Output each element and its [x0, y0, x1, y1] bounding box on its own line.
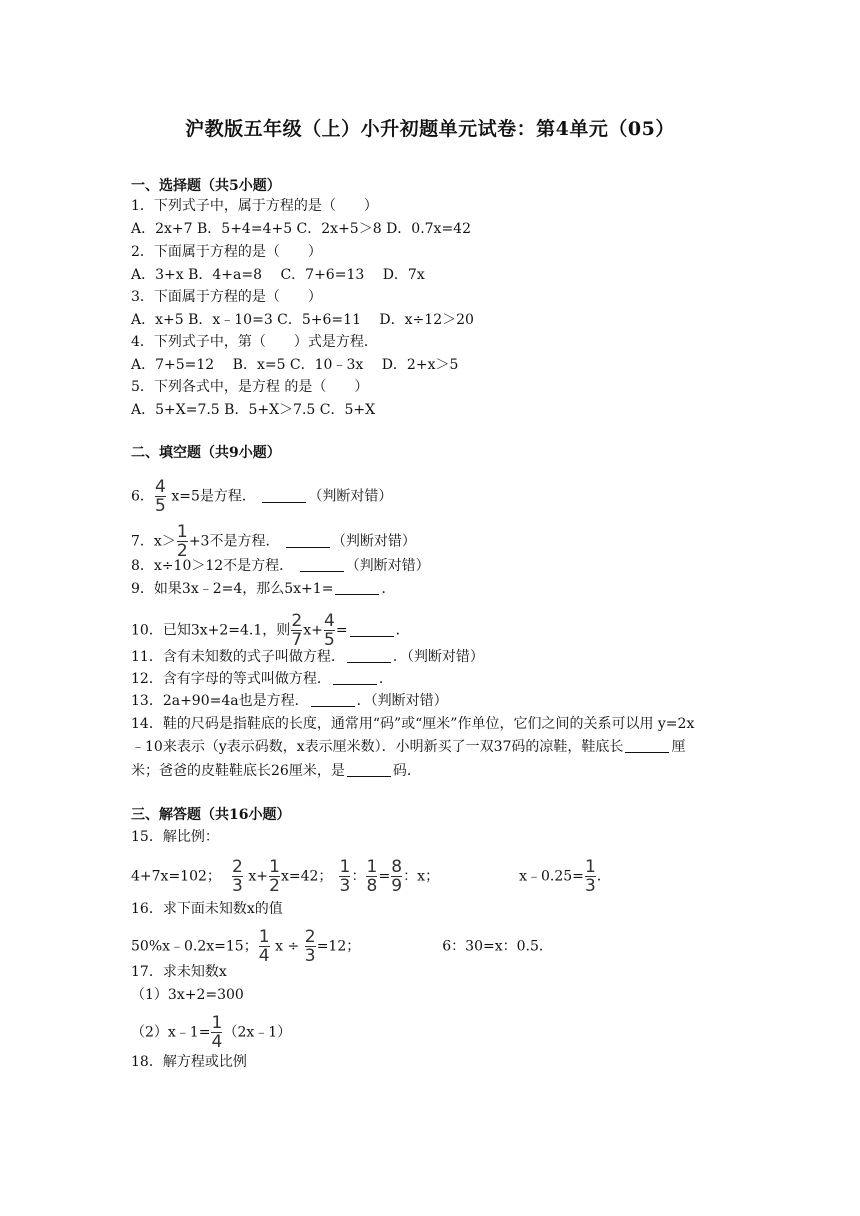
fraction-1-3: $\frac{1}{3}$	[339, 857, 351, 896]
question-11-hint: ．（判断对错）	[392, 649, 484, 665]
equation-text: （2x﹣1）	[223, 1024, 292, 1041]
question-17: 17．求未知数x	[131, 964, 227, 980]
question-7-number: 7．x＞	[131, 533, 176, 550]
fraction-1-3: $\frac{1}{3}$	[584, 857, 596, 896]
equation-text: =	[378, 868, 391, 885]
answer-blank[interactable]	[311, 692, 355, 707]
question-11-text: 11．含有未知数的式子叫做方程．	[131, 649, 345, 665]
fraction-4-5: $\frac{4}{5}$	[155, 477, 166, 516]
question-7-hint: （判断对错）	[331, 533, 416, 550]
question-17-part-2	[131, 1014, 291, 1051]
question-8-text: 8．x÷10＞12不是方程．	[131, 558, 294, 574]
question-12	[131, 669, 393, 689]
question-13-hint: ．（判断对错）	[356, 693, 448, 709]
question-5: 5．下列各式中，是方程 的是（ ）	[131, 379, 369, 395]
question-16-equations	[131, 928, 553, 965]
question-7-text: +3不是方程．	[188, 533, 280, 550]
question-10	[131, 612, 410, 649]
question-15: 15．解比例：	[131, 829, 219, 845]
fraction-4-5: $\frac{4}{5}$	[323, 611, 335, 650]
question-12-text: 12．含有字母的等式叫做方程．	[131, 671, 331, 687]
answer-blank[interactable]	[347, 648, 391, 663]
question-8-hint: （判断对错）	[345, 558, 430, 574]
equation-text: =12；	[316, 938, 361, 955]
fraction-1-8: $\frac{1}{8}$	[366, 857, 378, 896]
fraction-1-2: $\frac{1}{2}$	[269, 857, 280, 896]
question-3-options: A．x+5 B．x﹣10=3 C．5+6=11 D．x÷12＞20	[131, 312, 474, 328]
equation-text: 50%x﹣0.2x=15；	[131, 938, 258, 955]
fraction-1-4: $\frac{1}{4}$	[258, 927, 270, 966]
question-2: 2．下面属于方程的是（ ）	[131, 244, 322, 260]
equation-text: 4+7x=102；	[131, 868, 221, 885]
question-13-text: 13．2a+90=4a也是方程．	[131, 693, 309, 709]
question-6-text: x=5是方程．	[166, 488, 256, 505]
question-9	[131, 579, 395, 599]
question-10-x: x+	[303, 622, 323, 639]
fraction-1-2: $\frac{1}{2}$	[176, 522, 188, 561]
fraction-2-7: $\frac{2}{7}$	[291, 611, 303, 650]
answer-blank[interactable]	[335, 580, 379, 595]
question-9-text: 9．如果3x﹣2=4，那么5x+1=	[131, 581, 334, 597]
fraction-2-3: $\frac{2}{3}$	[231, 857, 243, 896]
question-6-number: 6．	[131, 488, 154, 505]
answer-blank[interactable]	[625, 738, 669, 753]
question-14-line-1: 14．鞋的尺码是指鞋底的长度，通常用“码”或“厘米”作单位，它们之间的关系可以用 y=2x	[131, 716, 695, 732]
question-14-text-2: 米；爸爸的皮鞋鞋底长26厘米，是	[131, 763, 345, 779]
question-6	[131, 478, 392, 515]
equation-text: ：	[351, 868, 366, 885]
equation-text: ．	[596, 868, 611, 885]
question-18: 18．解方程或比例	[131, 1054, 247, 1070]
section-heading-solve: 三、解答题（共16小题）	[131, 807, 291, 823]
fraction-2-3: $\frac{2}{3}$	[304, 927, 316, 966]
question-10-text: 10．已知3x+2=4.1，则	[131, 622, 291, 639]
equation-text: x+	[243, 868, 268, 885]
question-1: 1．下列式子中，属于方程的是（ ）	[131, 198, 378, 214]
question-7	[131, 523, 416, 560]
question-17-part-1: （1）3x+2=300	[131, 987, 244, 1003]
question-8	[131, 556, 430, 576]
question-14-text: ﹣10来表示（y表示码数，x表示厘米数）．小明新买了一双37码的凉鞋，鞋底长	[131, 739, 624, 755]
page-title: 沪教版五年级（上）小升初题单元试卷：第4单元（05）	[185, 118, 675, 140]
question-6-hint: （判断对错）	[308, 488, 393, 505]
section-heading-fill: 二、填空题（共9小题）	[131, 445, 281, 461]
question-15-equations	[131, 858, 611, 895]
question-14-unit: 厘	[671, 739, 686, 755]
question-9-end: ．	[381, 581, 396, 597]
fraction-1-4: $\frac{1}{4}$	[211, 1013, 223, 1052]
answer-blank[interactable]	[286, 533, 330, 548]
question-4-options: A．7+5=12 B．x=5 C．10﹣3x D．2+x＞5	[131, 357, 459, 373]
equation-text: 6：30=x：0.5．	[442, 938, 553, 955]
question-10-eq: =	[335, 622, 348, 639]
question-5-options: A．5+X=7.5 B．5+X＞7.5 C．5+X	[131, 402, 376, 418]
question-14-unit-2: 码．	[392, 763, 421, 779]
equation-text: x ÷	[270, 938, 304, 955]
answer-blank[interactable]	[347, 762, 391, 777]
equation-text: x=42；	[280, 868, 333, 885]
answer-blank[interactable]	[350, 622, 394, 637]
question-2-options: A．3+x B．4+a=8 C．7+6=13 D．7x	[131, 267, 425, 283]
question-14-line-3	[131, 761, 421, 781]
answer-blank[interactable]	[333, 670, 377, 685]
question-13	[131, 691, 448, 711]
answer-blank[interactable]	[300, 557, 344, 572]
section-heading-choice: 一、选择题（共5小题）	[131, 178, 281, 194]
equation-text: x﹣0.25=	[519, 868, 584, 885]
equation-text: ：x；	[403, 868, 440, 885]
equation-text: （2）x﹣1=	[131, 1024, 211, 1041]
question-1-options: A．2x+7 B．5+4=4+5 C．2x+5＞8 D．0.7x=42	[131, 221, 471, 237]
question-12-end: ．	[378, 671, 393, 687]
answer-blank[interactable]	[262, 488, 306, 503]
question-14-line-2	[131, 737, 685, 757]
question-4: 4．下列式子中，第（ ）式是方程．	[131, 334, 378, 350]
question-10-end: ．	[395, 622, 410, 639]
fraction-8-9: $\frac{8}{9}$	[391, 857, 403, 896]
question-11	[131, 647, 484, 667]
question-3: 3．下面属于方程的是（ ）	[131, 289, 322, 305]
question-16: 16．求下面未知数x的值	[131, 901, 283, 917]
